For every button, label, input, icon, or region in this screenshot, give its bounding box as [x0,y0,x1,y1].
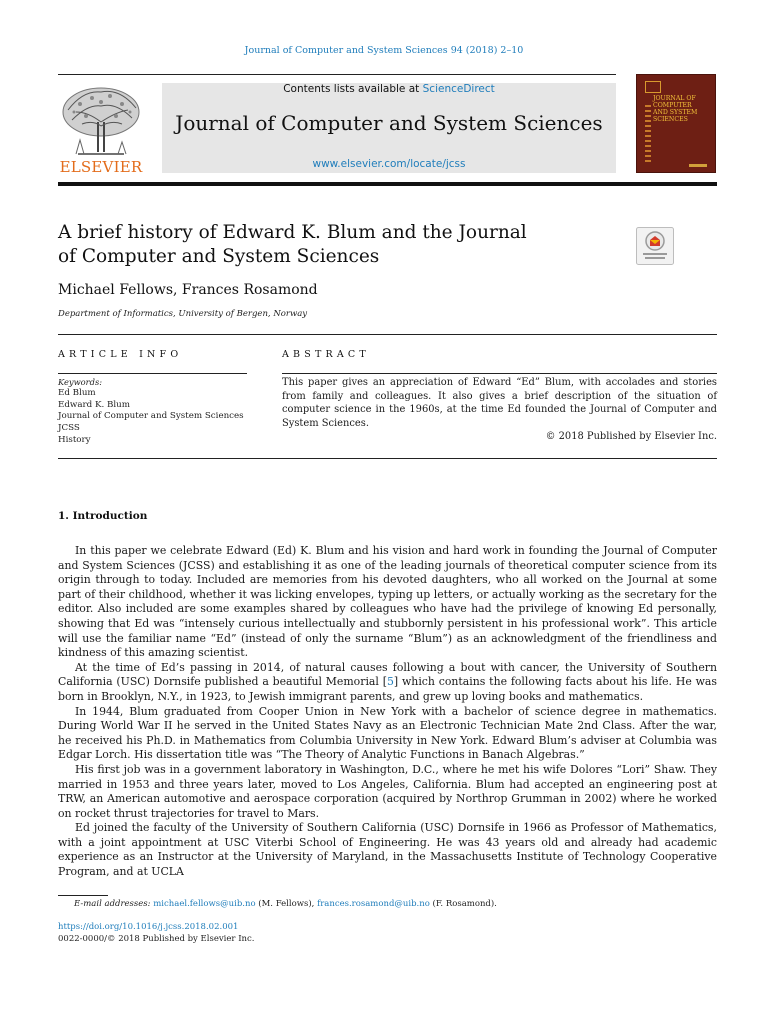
footnote-name: (F. Rosamond). [429,899,497,909]
doi-link[interactable]: https://doi.org/10.1016/j.jcss.2018.02.001 [58,922,239,932]
elsevier-tree-icon [58,82,144,158]
keyword-item: JCSS [58,423,80,434]
journal-banner [162,83,616,173]
journal-title: Journal of Computer and System Sciences [175,111,603,135]
section-heading: 1. Introduction [58,510,148,522]
contents-prefix: Contents lists available at [283,83,423,95]
journal-url-link[interactable]: www.elsevier.com/locate/jcss [312,158,466,170]
article-info-heading: ARTICLE INFO [58,349,183,360]
cover-title-line: AND SYSTEM [653,109,698,116]
cover-title [653,95,697,123]
journal-cover-thumbnail[interactable] [636,74,716,173]
abstract-heading: ABSTRACT [282,349,370,360]
footnote-label: E-mail addresses: [74,899,154,909]
body-paragraph: His first job was in a government laboratory in Washington, D.C., where he met his wife Dolores “Lori” Shaw. They married in 1953 and three years later, moved to Los Angeles, California. Blum had accepted an engineering post at TRW, an American automotive and aerospace corporation (acquired by Northrop Grumman in 2002) where he worked on rocket thrust trajectories for travel to Mars. [58,762,717,820]
cover-footer-mark [689,164,707,167]
author-list: Michael Fellows, Frances Rosamond [58,282,318,298]
body-paragraph: Ed joined the faculty of the University of Southern California (USC) Dornsife in 1966 as Professor of Mathematics, with a joint appointment at USC Viterbi School of Engineering. He was 43 years old and already had academic experience as an Instructor at the University of Maryland, in the Massachusetts Institute of Technology Cooperative Program, and at UCLA [58,821,717,879]
footnote-rule [58,895,108,896]
cover-decoration [645,105,651,165]
article-title-line: of Computer and System Sciences [58,246,380,267]
keyword-item: Journal of Computer and System Sciences [58,411,244,422]
email-link[interactable]: michael.fellows@uib.no [153,899,256,909]
body-paragraph [58,661,717,705]
keyword-item: History [58,434,91,445]
email-link[interactable]: frances.rosamond@uib.no [317,899,430,909]
elsevier-logo [58,82,144,176]
elsevier-wordmark: ELSEVIER [59,158,143,176]
contents-available-line [162,83,616,95]
body-paragraph: In this paper we celebrate Edward (Ed) K. Blum and his vision and hard work in founding the Journal of Computer and System Sciences (JCSS) and establishing it as one of the leading journals of theoretical computer science from its origin through to today. Included are memories from his devoted daughters, who all worked on the Journal at some part of their childhood, whether it was licking envelopes, typing up letters, or actually working as the secretary for the editor. Also included are some examples shared by colleagues who have had the privilege of knowing Ed personally, showing that Ed was “intensely curious intellectually and stubbornly persistent in his professional work”. This article will use the familiar name “Ed” (instead of only the surname “Blum”) as an acknowledgment of the friendliness and kindness of this amazing scientist. [58,544,717,660]
sciencedirect-link[interactable]: ScienceDirect [422,83,495,95]
body-text-span: ] which contains the following facts about his life. He was born in Brooklyn, N.Y., in 1923, to Jewish immigrant parents, and grew up loving books and mathematics. [58,675,717,703]
issn-line: 0022-0000/© 2018 Published by Elsevier Inc. [58,934,255,944]
header-thick-rule [58,182,717,186]
cover-title-line: JOURNAL OF [653,95,696,102]
keyword-item: Ed Blum [58,388,96,398]
footnote-name: (M. Fellows), [255,899,318,909]
abstract-copyright: © 2018 Published by Elsevier Inc. [545,431,717,442]
body-text [58,544,717,880]
running-head[interactable]: Journal of Computer and System Sciences 94 (2018) 2–10 [244,45,524,56]
footnote-emails [74,899,497,909]
header-top-rule [58,74,616,75]
cover-title-line: SCIENCES [653,116,688,123]
keyword-list [58,388,244,447]
abstract-text: This paper gives an appreciation of Edward “Ed” Blum, with accolades and stories from family and colleagues. It also gives a brief description of the situation of computer science in the 1960s, at the time Ed founded the Journal of Computer and System Sciences. [282,377,717,429]
keyword-item: Edward K. Blum [58,399,131,410]
abstract-body [282,376,717,444]
author-affiliation: Department of Informatics, University of Bergen, Norway [58,309,308,319]
keywords-label: Keywords: [58,377,103,387]
cover-title-line: COMPUTER [653,102,692,109]
abstract-end-rule [58,458,717,459]
reference-link[interactable]: 5 [386,675,394,689]
article-title [58,221,578,269]
check-for-updates-icon[interactable] [636,227,674,265]
cover-logo-icon [645,81,661,93]
article-info-rule [58,373,247,374]
front-matter-rule [58,334,717,335]
article-title-line: A brief history of Edward K. Blum and the Journal [58,222,527,243]
body-paragraph: In 1944, Blum graduated from Cooper Union in New York with a bachelor of science degree in mathematics. During World War II he served in the United States Navy as an Electronic Technician Mate 2nd Class. After the war, he received his Ph.D. in Mathematics from Columbia University in New York. Edward Blum’s adviser at Columbia was Edgar Lorch. His dissertation title was “The Theory of Analytic Functions in Banach Algebras.” [58,704,717,762]
abstract-rule [282,373,717,374]
body-text-span: At the time of Ed’s passing in 2014, of natural causes following a bout with cancer, the University of Southern California (USC) Dornsife published a beautiful Memorial [ [58,660,717,689]
